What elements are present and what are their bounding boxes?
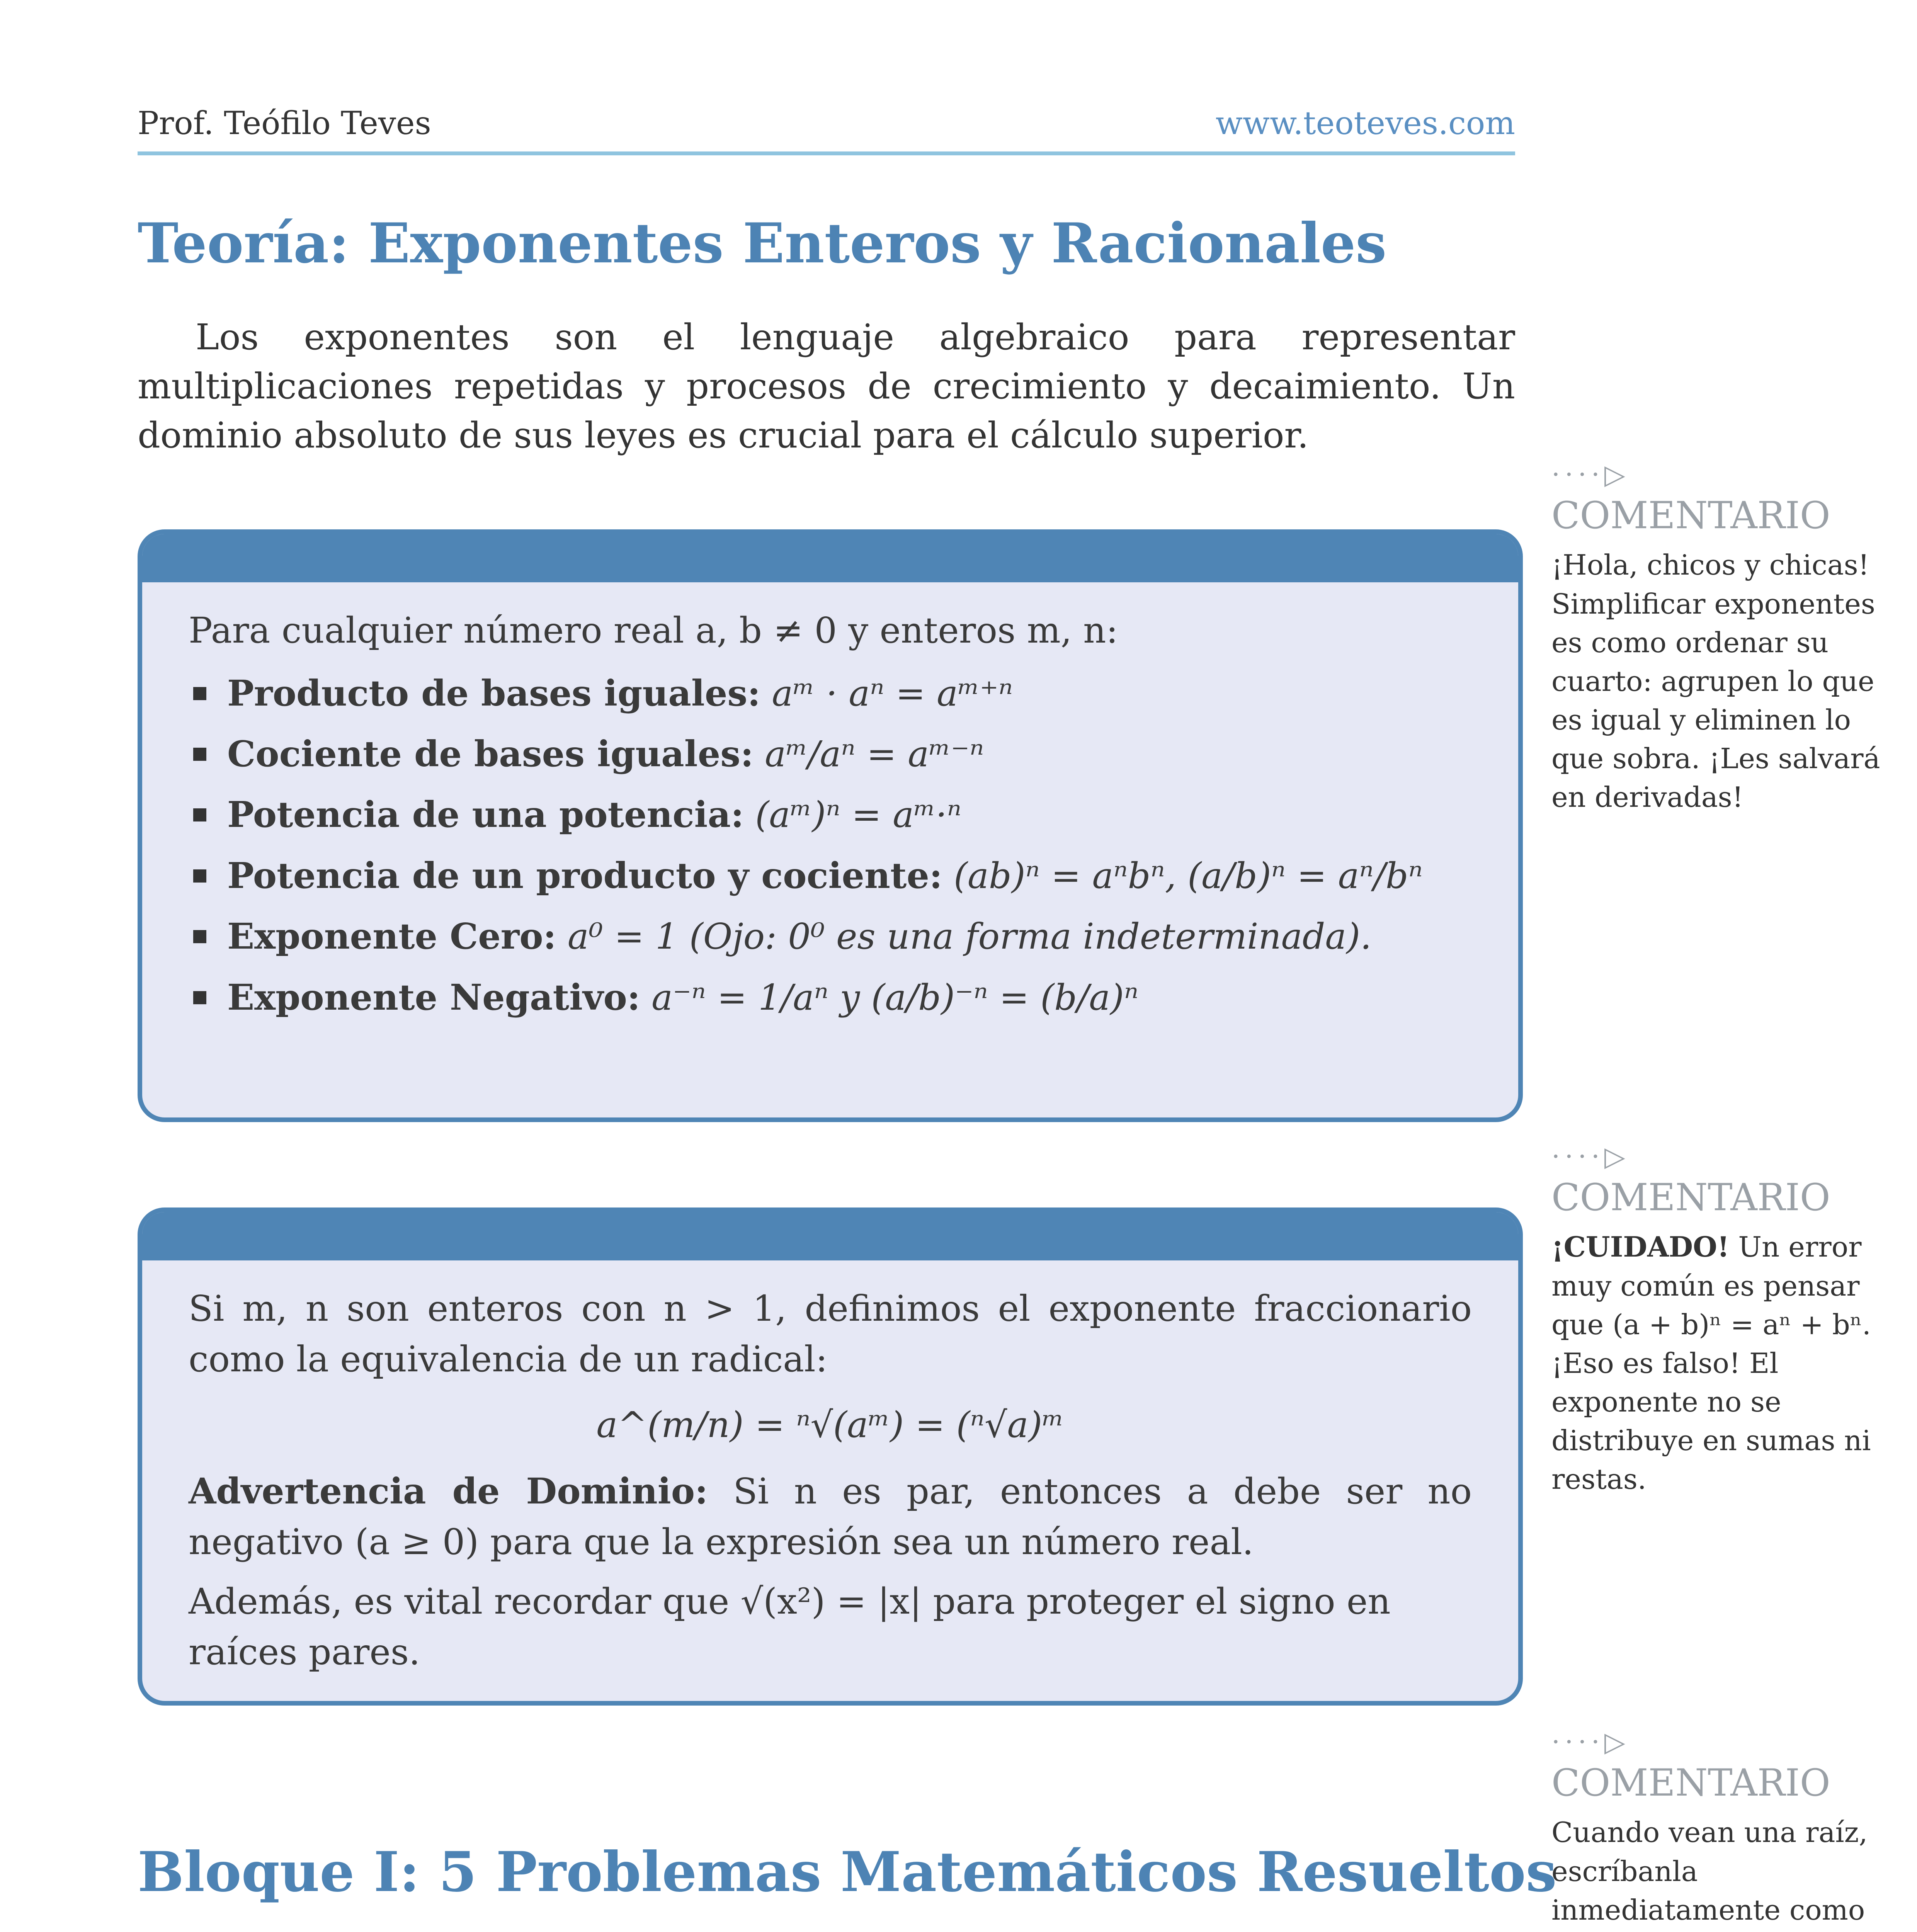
law-label: Producto de bases iguales: [227,672,761,714]
law-formula: (aᵐ)ⁿ = aᵐ·ⁿ [755,794,962,836]
comment-arrow-icon: ····▷ [1551,1726,1630,1758]
law-label: Cociente de bases iguales: [227,733,754,775]
domain-warning [189,1466,1472,1567]
law-label: Exponente Negativo: [227,976,640,1018]
block-title: Bloque I: 5 Problemas Matemáticos Resueltos [138,1840,1557,1904]
law-item [189,728,1472,780]
comment-text [1551,1228,1884,1498]
abs-value-note: Además, es vital recordar que √(x²) = |x| para proteger el signo en raíces pares. [189,1581,1391,1673]
laws-box-header [142,534,1518,582]
margin-comment [1551,1138,1884,1498]
rational-equation: a^(m/n) = ⁿ√(aᵐ) = (ⁿ√a)ᵐ [596,1404,1064,1446]
header-author: Prof. Teófilo Teves [138,105,431,142]
rational-exponent-box [138,1208,1523,1706]
margin-comment [1551,1723,1884,1932]
header-divider [138,151,1515,155]
law-formula: a⁻ⁿ = 1/aⁿ y (a/b)⁻ⁿ = (b/a)ⁿ [651,976,1139,1018]
comment-text: Cuando vean una raíz, escríbanla inmediatamente como [1551,1816,1868,1926]
law-item [189,789,1472,840]
law-label: Potencia de un producto y cociente: [227,854,942,896]
law-label: Exponente Cero: [227,915,556,957]
laws-lead: Para cualquier número real a, b ≠ 0 y enteros m, n: [189,610,1118,651]
page-title: Teoría: Exponentes Enteros y Racionales [138,211,1387,276]
law-item [189,972,1472,1023]
law-formula: aᵐ/aⁿ = aᵐ⁻ⁿ [765,733,984,775]
law-item [189,668,1472,719]
law-formula: a⁰ = 1 (Ojo: 0⁰ es una forma indeterminada). [567,916,1372,957]
comment-text: ¡Hola, chicos y chicas! Simplificar exponentes es como ordenar su cuarto: agrupen lo que es igual y eliminen lo que sobra. ¡Les salvará en derivadas! [1551,549,1880,813]
intro-paragraph: Los exponentes son el lenguaje algebraico para representar multiplicaciones repetidas y procesos de crecimiento y decaimiento. Un dominio absoluto de sus leyes es crucial para el cálculo superior. [138,316,1515,456]
comment-label: COMENTARIO [1551,1761,1830,1805]
law-formula: aᵐ · aⁿ = aᵐ⁺ⁿ [772,672,1013,714]
margin-comment [1551,456,1884,816]
domain-warning-text: Si n es par, entonces a debe ser no negativo (a ≥ 0) para que la expresión sea un número real. [189,1470,1472,1563]
law-formula: (ab)ⁿ = aⁿbⁿ, (a/b)ⁿ = aⁿ/bⁿ [954,855,1423,896]
comment-label: COMENTARIO [1551,1176,1830,1219]
law-label: Potencia de una potencia: [227,794,744,836]
comment-arrow-icon: ····▷ [1551,1141,1630,1172]
comment-body: Un error muy común es pensar que (a + b)ⁿ = aⁿ + bⁿ. ¡Eso es falso! El exponente no se distribuye en sumas ni restas. [1551,1231,1871,1495]
law-item [189,911,1472,962]
rational-definition: Si m, n son enteros con n > 1, definimos el exponente fraccionario como la equivalencia de un radical: [189,1288,1472,1380]
comment-arrow-icon: ····▷ [1551,459,1630,490]
header-website-link[interactable]: www.teoteves.com [1215,105,1515,142]
comment-label: COMENTARIO [1551,494,1830,537]
laws-box [138,529,1523,1122]
rational-box-header [142,1212,1518,1260]
law-item [189,850,1472,901]
domain-warning-label: Advertencia de Dominio: [189,1470,708,1512]
comment-warning-bold: ¡CUIDADO! [1551,1230,1730,1264]
